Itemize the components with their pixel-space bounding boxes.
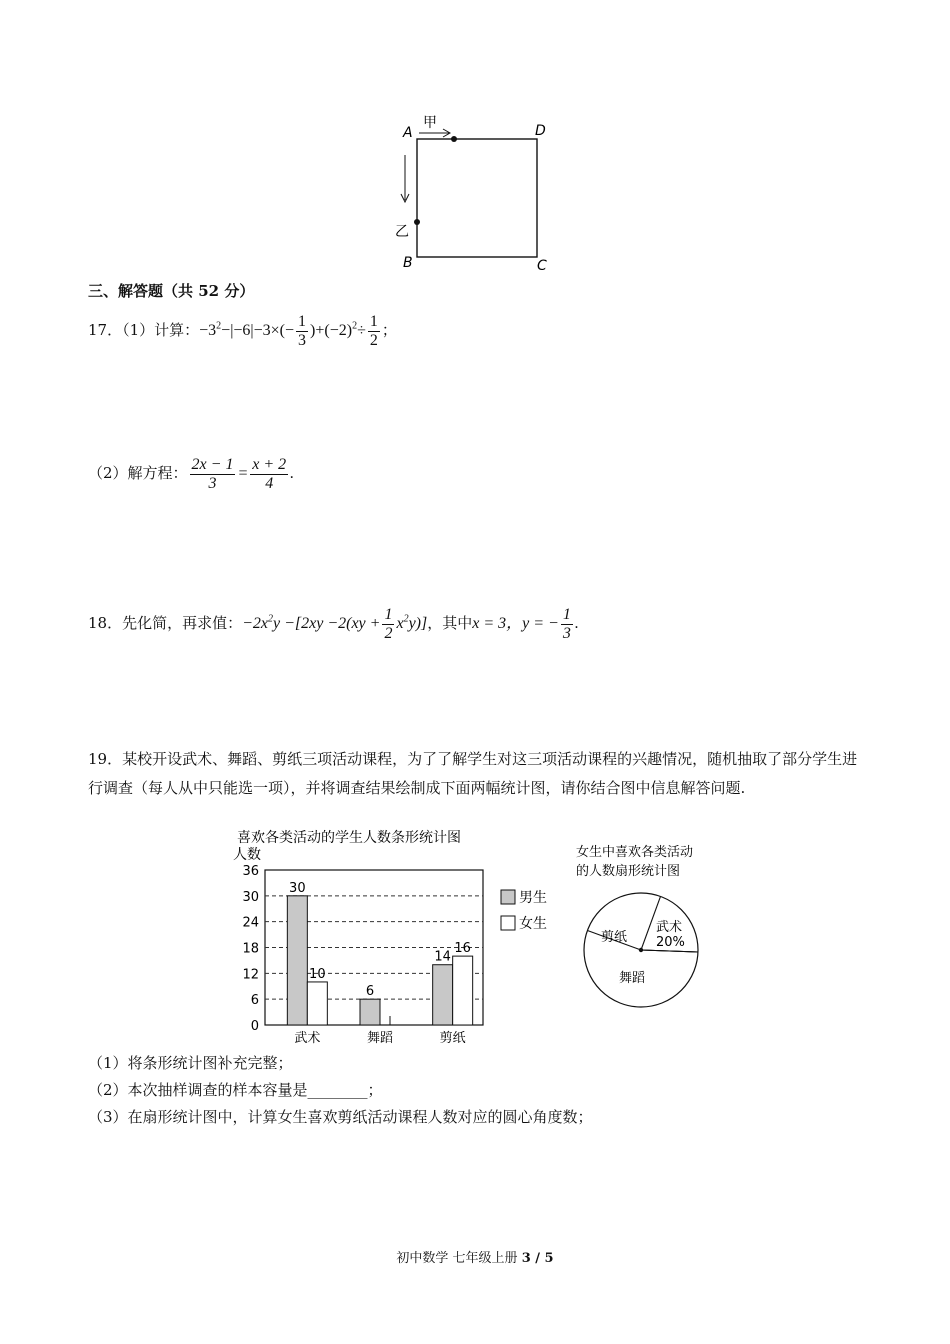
q18-expr-a: −2x (242, 615, 268, 633)
footer-page-number: 3 / 5 (521, 1251, 554, 1266)
y-tick-label: 24 (242, 915, 259, 931)
square-abcd (417, 139, 537, 257)
legend-label: 女生 (519, 916, 547, 932)
bar-female (453, 956, 473, 1025)
pie-chart (568, 838, 718, 1018)
bar-data-label: 14 (434, 949, 451, 965)
bar-data-label: 16 (454, 941, 471, 957)
x-category-label: 剪纸 (439, 1031, 466, 1046)
label-jia: 甲 (423, 115, 437, 131)
q17-fraction-1 (296, 313, 308, 350)
legend-label: 男生 (519, 890, 547, 906)
q17-expr-d: ÷ (357, 322, 366, 340)
q17-expr-c: )+(−2) (310, 322, 353, 340)
q17-part1 (88, 313, 397, 350)
q18-sup-a: 2 (268, 613, 273, 625)
y-tick-label: 30 (242, 889, 259, 905)
q18-expression (242, 606, 428, 642)
y-tick-label: 36 (242, 864, 259, 879)
bar-data-label: 30 (289, 880, 306, 896)
point-yi (414, 219, 420, 225)
x-category-label: 武术 (294, 1031, 321, 1046)
point-jia (451, 136, 457, 142)
q19-sub2: （2）本次抽样调查的样本容量是________； (88, 1081, 383, 1099)
q17-rhs-den: 4 (265, 475, 274, 492)
q18-expr-b: y −[2xy −2(xy + (273, 615, 381, 633)
q18-frac-num: 1 (384, 606, 393, 623)
bar-data-label: 6 (365, 984, 375, 1000)
y-tick-label: 18 (242, 941, 259, 957)
q18-end: . (574, 615, 579, 633)
q17-rhs-num: x + 2 (252, 456, 287, 473)
bar-chart-ylabel: 人数 (233, 847, 261, 863)
bar-chart-title: 喜欢各类活动的学生人数条形统计图 (237, 830, 461, 846)
q18-sup-c: 2 (403, 613, 409, 625)
bar-male (360, 999, 380, 1025)
q18-y-frac-den: 3 (562, 625, 571, 642)
y-tick-label: 0 (250, 1019, 259, 1034)
q17-frac2-num: 1 (369, 313, 378, 330)
q18-y-cond: y = − (522, 615, 559, 633)
q17-part1-end: ； (381, 321, 397, 340)
q18 (88, 606, 579, 643)
q18-y-frac-num: 1 (562, 606, 571, 623)
bar-male (287, 896, 307, 1025)
pie-label-wudao: 舞蹈 (619, 971, 646, 986)
q17-lhs-num: 2x − 1 (191, 456, 234, 473)
pie-label-jianzhi: 剪纸 (601, 930, 628, 945)
pie-value-wushu: 20% (656, 935, 685, 950)
pie-title-line1: 女生中喜欢各类活动 (576, 845, 694, 860)
q18-x-cond: x = 3， (472, 615, 523, 633)
pie-label-wushu: 武术 (656, 920, 683, 935)
q17-part2-end: . (290, 465, 295, 483)
label-b: B (403, 255, 413, 271)
label-d: D (535, 123, 546, 139)
q17-part1-expr (199, 313, 382, 349)
q18-fraction (382, 606, 394, 643)
q17-expr-a: −3 (199, 322, 217, 340)
q18-conditions (472, 606, 579, 642)
legend-swatch (501, 890, 515, 904)
legend-swatch (501, 916, 515, 930)
q17-lhs-den: 3 (208, 475, 217, 492)
pie-title-line2: 的人数扇形统计图 (576, 864, 681, 879)
label-c: C (537, 258, 547, 274)
page-footer (0, 1247, 950, 1266)
label-a: A (403, 125, 413, 141)
bar-chart (225, 824, 565, 1050)
q18-frac-den: 2 (384, 625, 393, 642)
x-category-label: 舞蹈 (366, 1031, 394, 1046)
q17-rhs-fraction (250, 456, 288, 493)
q18-prefix: 18．先化简，再求值： (88, 614, 243, 633)
q17-part2 (88, 456, 294, 493)
y-tick-label: 6 (250, 993, 259, 1009)
bar-male (433, 965, 453, 1025)
q17-lhs-fraction (190, 456, 236, 493)
q18-expr-c: x (396, 615, 404, 633)
q17-frac1-num: 1 (298, 313, 307, 330)
footer-text: 初中数学 七年级上册 (396, 1251, 522, 1266)
square-figure (385, 105, 575, 280)
q17-fraction-2 (368, 313, 380, 350)
q18-expr-d: y)] (408, 615, 428, 633)
section-title: 三、解答题（共 52 分） (88, 282, 255, 300)
q17-sup-a: 2 (216, 320, 222, 332)
q19-sub1: （1）将条形统计图补充完整； (88, 1054, 293, 1072)
q17-part2-equation (188, 456, 295, 492)
q17-part1-prefix: 17．（1）计算： (88, 321, 200, 340)
q18-mid: ，其中 (427, 614, 473, 633)
q17-sup-b: 2 (352, 320, 358, 332)
label-yi: 乙 (395, 224, 409, 240)
q17-frac2-den: 2 (369, 332, 378, 349)
q17-part2-prefix: （2）解方程： (88, 464, 188, 483)
bar-data-label: 10 (309, 966, 326, 982)
q17-equals: = (237, 465, 249, 483)
q17-expr-b: −|−6|−3×(− (221, 322, 295, 340)
bar-female (307, 982, 327, 1025)
pie-center (639, 948, 643, 952)
q19-sub3: （3）在扇形统计图中，计算女生喜欢剪纸活动课程人数对应的圆心角度数； (88, 1108, 593, 1126)
q19-intro: 19．某校开设武术、舞蹈、剪纸三项活动课程，为了了解学生对这三项活动课程的兴趣情况，随机抽取了部分学生进行调查（每人从中只能选一项），并将调查结果绘制成下面两幅统计图，请你结合图中信息解答问题. (88, 750, 858, 797)
q17-frac1-den: 3 (298, 332, 307, 349)
y-tick-label: 12 (242, 967, 259, 983)
q18-y-fraction (561, 606, 573, 643)
